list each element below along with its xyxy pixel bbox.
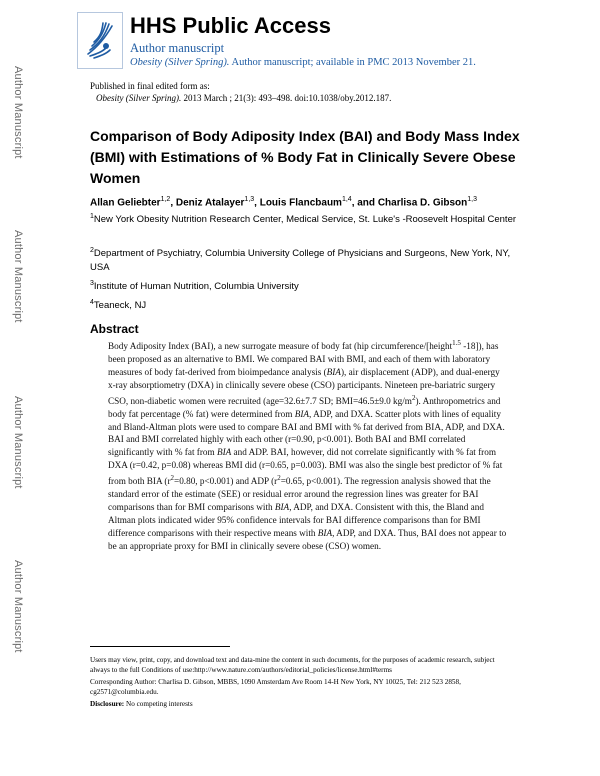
abstract-text: ). Anthropometrics and body fat percentage (% fat) were determined from bbox=[108, 395, 501, 419]
affiliation-3 bbox=[90, 277, 520, 294]
hhs-eagle-logo-icon bbox=[77, 12, 123, 69]
author-name: Louis Flancbaum bbox=[259, 197, 342, 209]
sidebar-author-manuscript-label: Author Manuscript bbox=[12, 230, 24, 323]
author-affiliation-sup: 1,3 bbox=[467, 196, 478, 203]
abstract-text: , ADP, and DXA. Scatter plots with lines of equality and Bland-Altman plots were used to compare BAI and BMI with % fat derived from BIA, ADP, and DXA. BAI and BMI correlated highly with each other (r=0.90, p<0.001). Both BAI and BMI correlated significantly with % fat from bbox=[108, 408, 505, 458]
disclosure-label: Disclosure: bbox=[90, 700, 125, 708]
article-title: Comparison of Body Adiposity Index (BAI) and Body Mass Index (BMI) with Estimations of % Body Fat in Clinically Severe Obese Women bbox=[90, 128, 520, 186]
author-separator: , and bbox=[351, 197, 378, 209]
affiliation-text: Teaneck, NJ bbox=[93, 300, 147, 312]
abstract-bia-term: BIA bbox=[317, 527, 333, 538]
abstract-text: and ADP. BAI, however, did not correlate significantly with % fat from DXA (r=0.42, p=0.08) whereas BMI did (r=0.65, p=0.003). BMI was also the single best predictor of % fat from both BIA (r bbox=[108, 447, 503, 487]
abstract-sup: 2 bbox=[411, 393, 416, 402]
abstract-text: , ADP, and DXA. Thus, BAI does not appear to be an appropriate proxy for BMI in clinically severe obese (CSO) women. bbox=[108, 527, 507, 551]
affiliation-number: 3 bbox=[90, 280, 94, 287]
author-affiliation-sup: 1,4 bbox=[341, 196, 352, 203]
author-name: Allan Geliebter bbox=[90, 197, 161, 209]
abstract-heading: Abstract bbox=[90, 322, 139, 336]
sidebar-author-manuscript-label: Author Manuscript bbox=[12, 560, 24, 653]
footnotes bbox=[90, 656, 510, 710]
abstract-sup: 1.5 bbox=[452, 339, 461, 347]
abstract-bia-term: BIA bbox=[274, 502, 290, 513]
abstract-text: =0.80, p<0.001) and ADP (r bbox=[174, 476, 278, 487]
author-separator: , bbox=[170, 197, 176, 209]
publication-citation-line bbox=[90, 92, 391, 104]
affiliation-1 bbox=[90, 210, 520, 227]
author-affiliation-sup: 1,2 bbox=[160, 196, 171, 203]
abstract-text: -18]), has been proposed as an alternative to BMI. We compared BAI with BMI, and each of them with laboratory measures of body fat-derived from bioimpedance analysis ( bbox=[108, 341, 499, 377]
author-name: Charlisa D. Gibson bbox=[377, 197, 468, 209]
publication-journal-name: Obesity (Silver Spring). bbox=[96, 93, 182, 103]
affiliation-number: 4 bbox=[90, 299, 94, 306]
publication-citation: 2013 March ; 21(3): 493–498. doi:10.1038/oby.2012.187. bbox=[183, 93, 392, 103]
published-label: Published in final edited form as: bbox=[90, 81, 210, 91]
abstract-body bbox=[108, 337, 508, 553]
abstract-text: =0.65, p<0.001). The regression analysis showed that the standard error of the estimate (SEE) or residual error around the regression lines was greater for BAI comparisons than for BMI comparisons with bbox=[108, 476, 491, 513]
affiliation-number: 1 bbox=[90, 213, 94, 220]
header-journal-note: Author manuscript; available in PMC 2013 November 21. bbox=[231, 57, 476, 68]
abstract-text: ), air displacement (ADP), and dual-energy x-ray absorptiometry (DXA) in clinically severe obese (CSO) participants. Nineteen pre-bariatric surgery CSO, non-diabetic women were recruited (age=32.6±7.7 SD; BMI=46.5±9.0 kg/m bbox=[108, 366, 500, 406]
abstract-sup: 2 bbox=[277, 474, 281, 483]
abstract-bia-term: BIA bbox=[326, 366, 341, 377]
disclosure-text: No competing interests bbox=[124, 700, 193, 708]
author-affiliation-sup: 1,3 bbox=[244, 196, 255, 203]
affiliation-text: Department of Psychiatry, Columbia University College of Physicians and Surgeons, New York, NY, USA bbox=[90, 248, 511, 274]
corresponding-author-note: Corresponding Author: Charlisa D. Gibson, MBBS, 1090 Amsterdam Ave Room 14-H New York, NY 10025, Tel: 212 523 2858, cg2571@columbia.edu. bbox=[90, 678, 461, 696]
header-journal-name: Obesity (Silver Spring). bbox=[130, 57, 230, 68]
affiliation-2 bbox=[90, 244, 520, 275]
abstract-bia-term: BIA bbox=[294, 408, 310, 419]
header-title: HHS Public Access bbox=[130, 13, 331, 38]
author-list bbox=[90, 196, 477, 208]
sidebar-author-manuscript-label: Author Manuscript bbox=[12, 396, 24, 489]
disclosure-note bbox=[90, 700, 510, 710]
footnote-divider bbox=[90, 646, 230, 647]
abstract-text: Body Adiposity Index (BAI), a new surrogate measure of body fat (hip circumference/[height bbox=[108, 341, 453, 352]
abstract-sup: 2 bbox=[170, 474, 175, 483]
sidebar-author-manuscript-label: Author Manuscript bbox=[12, 66, 24, 159]
header-subtitle: Author manuscript bbox=[130, 41, 225, 55]
terms-of-use-note: Users may view, print, copy, and download text and data-mine the content in such documents, for the purposes of academic research, subject always to the full Conditions of use:http://www.nature.com/authors/editorial_policies/license.html#terms bbox=[90, 656, 495, 674]
affiliation-number: 2 bbox=[90, 247, 94, 254]
affiliation-text: New York Obesity Nutrition Research Center, Medical Service, St. Luke's -Roosevelt Hospital Center bbox=[93, 214, 517, 226]
abstract-bia-term: BIA bbox=[216, 447, 232, 458]
abstract-paragraph bbox=[108, 337, 508, 553]
affiliation-4 bbox=[90, 296, 520, 313]
author-separator: , bbox=[254, 197, 260, 209]
author-name: Deniz Atalayer bbox=[175, 197, 245, 209]
affiliation-text: Institute of Human Nutrition, Columbia University bbox=[93, 281, 299, 293]
publication-info bbox=[90, 80, 391, 104]
abstract-text: , ADP, and DXA. Consistent with this, the Bland and Altman plots indicated wider 95% confidence intervals for BAI difference comparisons than for BMI difference comparisons with their respective means with bbox=[108, 502, 484, 538]
hhs-header bbox=[77, 12, 597, 69]
header-journal-line bbox=[130, 57, 476, 68]
